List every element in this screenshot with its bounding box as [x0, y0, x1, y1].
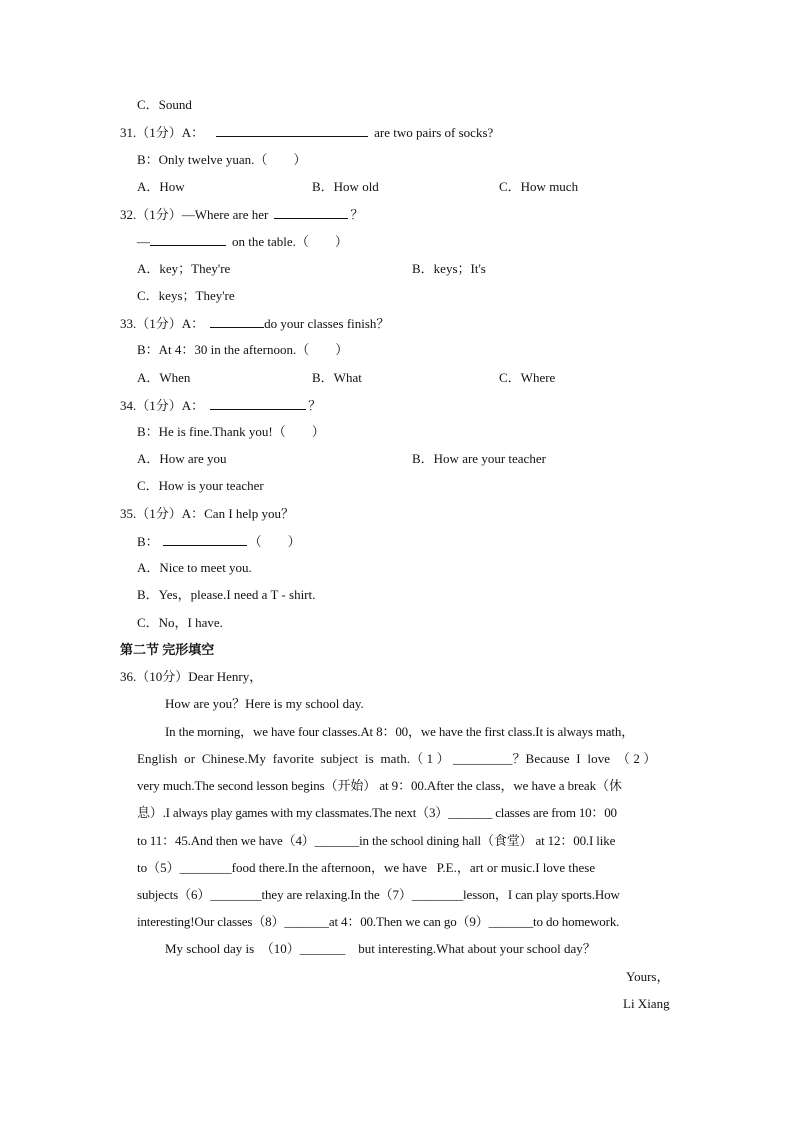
q31-option-b[interactable]: B．How old — [312, 179, 379, 194]
q32-blank-2[interactable] — [150, 233, 226, 246]
q34-stem-suffix: ？ — [308, 398, 322, 413]
q36-passage-last-line: My school day is （10）_______ but interesting.What about your school day？ — [165, 941, 596, 956]
q33-stem — [120, 315, 389, 332]
q33-option-c[interactable]: C．Where — [499, 370, 556, 385]
q33-option-b[interactable]: B．What — [312, 370, 362, 385]
q35-reply — [137, 533, 301, 550]
q35-option-a[interactable]: A．Nice to meet you. — [137, 560, 252, 575]
q31-reply: B：Only twelve yuan.（ ） — [137, 152, 307, 167]
q30-option-c: C．Sound — [137, 97, 192, 112]
q34-stem-prefix: 34.（1分）A： — [120, 398, 205, 413]
q36-signature: Li Xiang — [623, 996, 670, 1011]
q34-option-a[interactable]: A．How are you — [137, 451, 227, 466]
q34-reply: B：He is fine.Thank you!（ ） — [137, 424, 325, 439]
q35-option-c[interactable]: C．No，I have. — [137, 615, 223, 630]
q33-reply: B：At 4：30 in the afternoon.（ ） — [137, 342, 349, 357]
q32-reply-dash: — — [137, 234, 150, 249]
q31-stem — [120, 124, 493, 141]
q36-passage-line-7: subjects（6）________they are relaxing.In the（7）________lesson，I can play sports.How — [137, 887, 620, 902]
q34-option-c[interactable]: C．How is your teacher — [137, 478, 264, 493]
q34-blank[interactable] — [210, 397, 306, 410]
q32-option-a[interactable]: A．key；They're — [137, 261, 231, 276]
q34-stem — [120, 397, 321, 414]
q36-stem: 36.（10分）Dear Henry， — [120, 669, 263, 684]
q35-blank[interactable] — [163, 533, 247, 546]
q35-reply-suffix: （ ） — [248, 534, 301, 549]
q33-stem-prefix: 33.（1分）A： — [120, 316, 205, 331]
q36-passage-line-8: interesting!Our classes（8）_______at 4：00.Then we can go（9）_______to do homework. — [137, 914, 620, 929]
q36-passage-line-3: very much.The second lesson begins（开始） at 9：00.After the class，we have a break（休 — [137, 778, 622, 793]
q34-option-b[interactable]: B．How are your teacher — [412, 451, 546, 466]
q32-stem-suffix: ？ — [350, 207, 364, 222]
q33-stem-suffix: do your classes finish？ — [264, 316, 390, 331]
q32-stem — [120, 206, 363, 223]
q32-reply-suffix: on the table.（ ） — [232, 234, 348, 249]
q36-passage-line-4: 息）.I always play games with my classmates.The next（3）_______ classes are from 10：00 — [137, 805, 617, 820]
q32-reply — [137, 233, 348, 250]
q36-greeting: How are you？Here is my school day. — [165, 696, 364, 711]
q32-blank-1[interactable] — [274, 206, 348, 219]
q36-closing: Yours， — [626, 969, 670, 984]
q36-passage-line-2: English or Chinese.My favorite subject is math.（ 1 ） _________？Because I love （ 2 ） — [137, 751, 657, 766]
q33-blank[interactable] — [210, 315, 264, 328]
q31-option-a[interactable]: A．How — [137, 179, 185, 194]
q31-stem-prefix: 31.（1分）A： — [120, 125, 205, 140]
q32-option-c[interactable]: C．keys；They're — [137, 288, 235, 303]
q33-option-a[interactable]: A．When — [137, 370, 191, 385]
q31-option-c[interactable]: C．How much — [499, 179, 579, 194]
q35-reply-prefix: B： — [137, 534, 159, 549]
q31-blank[interactable] — [216, 124, 368, 137]
q36-passage-line-6: to（5）________food there.In the afternoon，we have P.E.，art or music.I love these — [137, 860, 596, 875]
section-title: 第二节 完形填空 — [120, 642, 215, 657]
q36-passage-line-1: In the morning，we have four classes.At 8：00，we have the first class.It is always math， — [165, 724, 635, 739]
q32-stem-prefix: 32.（1分）—Where are her — [120, 207, 269, 222]
q35-stem: 35.（1分）A：Can I help you？ — [120, 506, 295, 521]
q35-option-b[interactable]: B．Yes，please.I need a T - shirt. — [137, 587, 316, 602]
q31-stem-suffix: are two pairs of socks? — [374, 125, 494, 140]
q32-option-b[interactable]: B．keys；It's — [412, 261, 486, 276]
q36-passage-line-5: to 11：45.And then we have（4）_______in the school dining hall（食堂） at 12：00.I like — [137, 833, 616, 848]
